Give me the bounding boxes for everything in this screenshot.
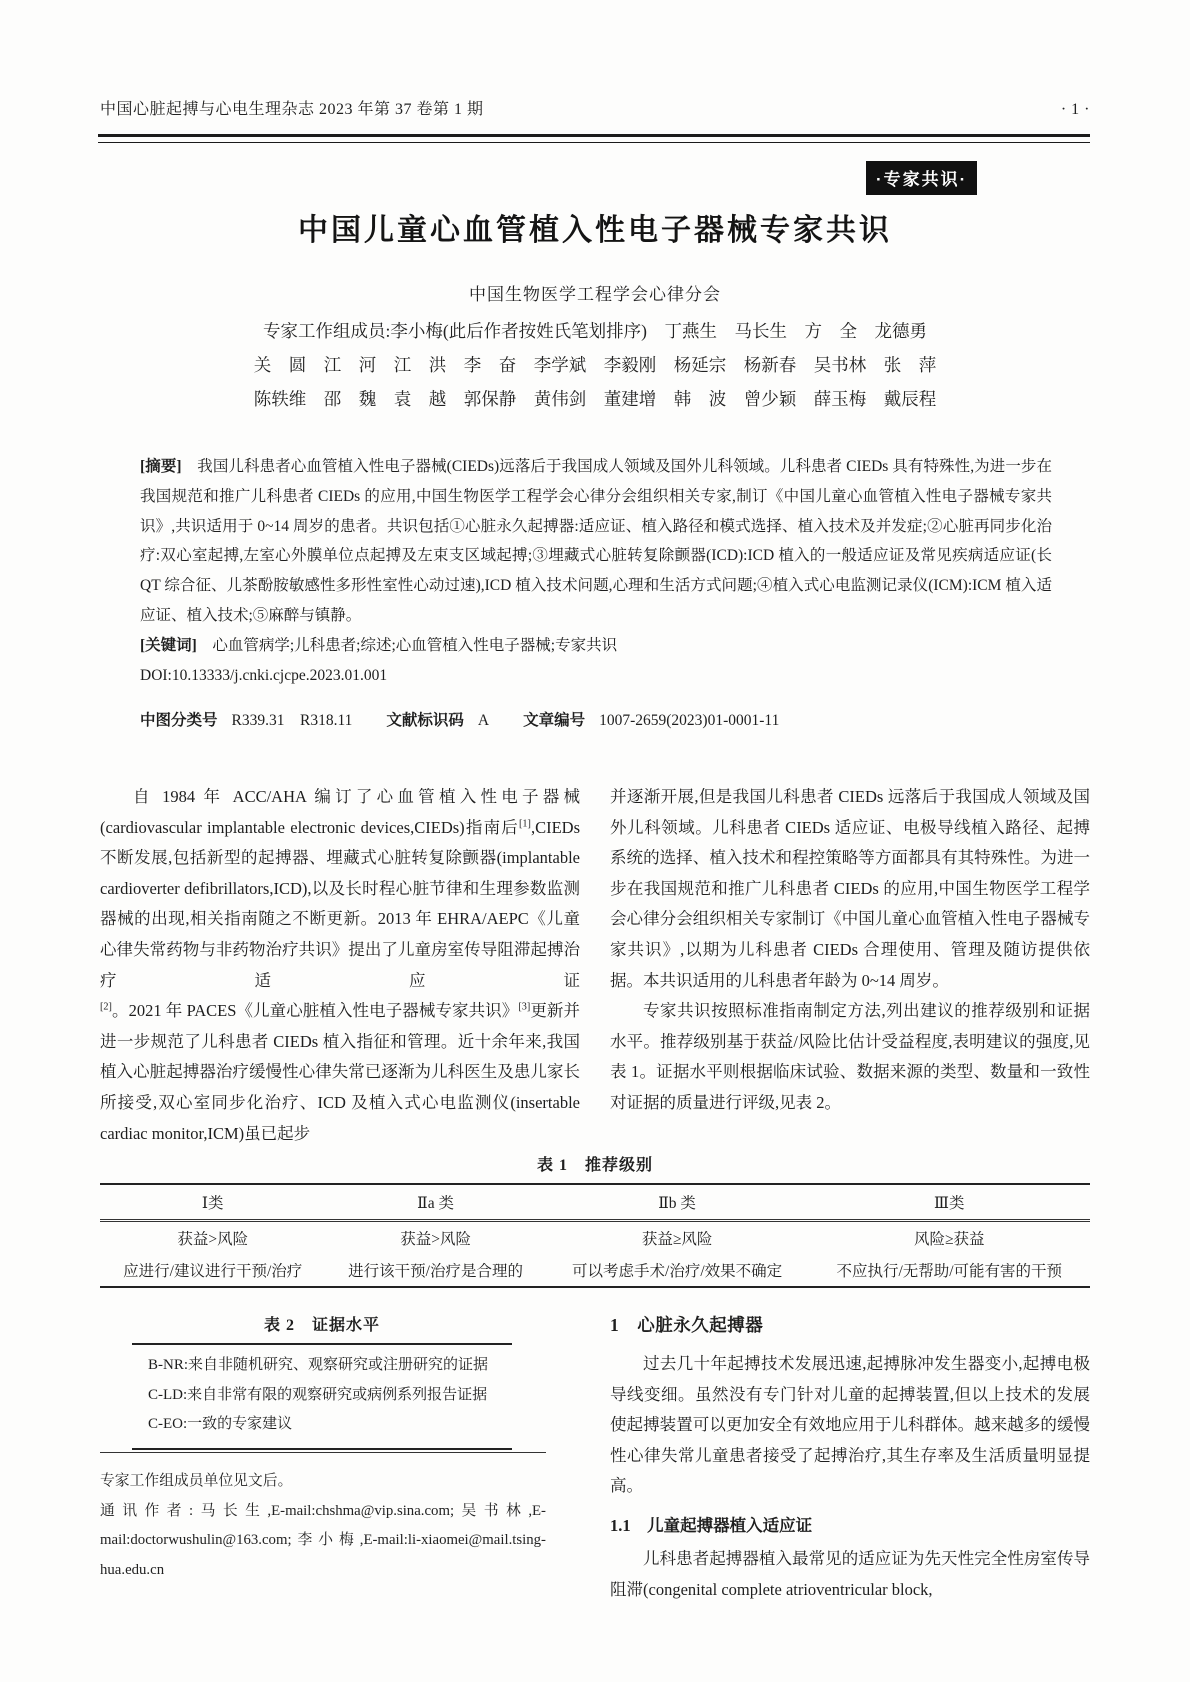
evidence-level-table bbox=[132, 1312, 512, 1450]
author-line-2: 关 圆 江 河 江 洪 李 奋 李学斌 李毅刚 杨延宗 杨新春 吴书林 张 萍 bbox=[253, 355, 937, 375]
footnote-affiliation: 专家工作组成员单位见文后。 bbox=[100, 1473, 293, 1489]
doi-line: DOI:10.13333/j.cnki.cjcpe.2023.01.001 bbox=[140, 666, 388, 684]
section1-1-heading: 1.1 儿童起搏器植入适应证 bbox=[610, 1515, 813, 1535]
journal-issue-line: 中国心脏起搏与心电生理杂志 2023 年第 37 卷第 1 期 bbox=[100, 101, 484, 118]
clc-value: R339.31 R318.11 bbox=[231, 712, 353, 730]
section1-1-paragraph: 儿科患者起搏器植入最常见的适应证为先天性完全性房室传导阻滞(congenital complete atrioventricular block, bbox=[610, 1548, 1090, 1599]
doc-code-label: 文献标识码 bbox=[386, 712, 464, 730]
header-rule bbox=[98, 134, 1090, 143]
clc-label: 中图分类号 bbox=[140, 712, 218, 730]
table1-header-class-2a: Ⅱa 类 bbox=[325, 1184, 545, 1221]
footnote-rule bbox=[100, 1452, 546, 1453]
table2-row-ceo: C-EO:一致的专家建议 bbox=[148, 1416, 293, 1432]
society-name: 中国生物医学工程学会心律分会 bbox=[469, 285, 721, 304]
doc-code-value: A bbox=[477, 712, 490, 730]
body-column-left bbox=[100, 782, 580, 1149]
table1-cell: 获益>风险 bbox=[400, 1231, 471, 1248]
table1-header-class-2b: Ⅱb 类 bbox=[546, 1184, 809, 1221]
abstract-block bbox=[140, 452, 1052, 736]
section1-paragraph: 过去几十年起搏技术发展迅速,起搏脉冲发生器变小,起搏电极导线变细。虽然没有专门针对儿童的起搏装置,但以上技术的发展使起搏装置可以更加安全有效地应用于儿科群体。越来越多的缓慢性心律失常儿童患者接受了起搏治疗,其生存率及生活质量明显提高。 bbox=[610, 1354, 1090, 1496]
author-line-3: 陈轶维 邵 魏 袁 越 郭保静 黄伟剑 董建增 韩 波 曾少颖 薛玉梅 戴辰程 bbox=[253, 389, 937, 409]
table-row bbox=[100, 1254, 1090, 1287]
footnote-block bbox=[100, 1452, 546, 1585]
footnote-correspondence: 通讯作者:马长生,E-mail:chshma@vip.sina.com;吴书林,E-mail:doctorwushulin@163.com;李小梅,E-mail:li-xiaomei@mail.tsing-hua.edu.cn bbox=[100, 1502, 546, 1578]
table1-cell: 应进行/建议进行干预/治疗 bbox=[123, 1263, 303, 1280]
table1-cell: 获益≥风险 bbox=[641, 1231, 713, 1248]
keywords-line bbox=[140, 631, 1052, 661]
table1-header-row bbox=[100, 1184, 1090, 1221]
table1-cell: 可以考虑手术/治疗/效果不确定 bbox=[572, 1263, 783, 1280]
table1-title: 表 1 推荐级别 bbox=[536, 1157, 653, 1174]
author-line-1: 专家工作组成员:李小梅(此后作者按姓氏笔划排序) 丁燕生 马长生 方 全 龙德勇 bbox=[262, 321, 927, 341]
table2-row-cld: C-LD:来自非常有限的观察研究或病例系列报告证据 bbox=[148, 1386, 488, 1403]
keywords-text: 心血管病学;儿科患者;综述;心血管植入性电子器械;专家共识 bbox=[212, 636, 618, 654]
table1-cell: 进行该干预/治疗是合理的 bbox=[348, 1263, 523, 1280]
author-list bbox=[100, 314, 1090, 416]
table1-header-class-1: Ⅰ类 bbox=[100, 1184, 325, 1221]
body-column-right bbox=[610, 782, 1090, 1119]
table1 bbox=[100, 1183, 1090, 1288]
classification-line bbox=[140, 706, 1052, 736]
intro-paragraph-left: 自 1984 年 ACC/AHA 编订了心血管植入性电子器械(cardiovascular implantable electronic devices,CIEDs)指南后[1],CIEDs 不断发展,包括新型的起搏器、埋藏式心脏转复除颤器(implantable cardioverter defibrillators,ICD),以及长时程心脏节律和生理参数监测器械的出现,相关指南随之不断更新。2013 年 EHRA/AEPC《儿童心律失常药物与非药物治疗共识》提出了儿童房室传导阻滞起搏治疗适应证[2]。2021 年 PACES《儿童心脏植入性电子器械专家共识》[3]更新并进一步规范了儿科患者 CIEDs 植入指征和管理。近十余年来,我国植入心脏起搏器治疗缓慢性心律失常已逐渐为儿科医生及患儿家长所接受,双心室同步化治疗、ICD 及植入式心电监测仪(insertable cardiac monitor,ICM)虽已起步 bbox=[100, 787, 581, 1143]
abstract-paragraph bbox=[140, 452, 1052, 631]
page-number: · 1 · bbox=[1060, 101, 1090, 118]
article-type-badge: ·专家共识· bbox=[866, 161, 977, 195]
recommendation-table bbox=[100, 1152, 1090, 1288]
article-title: 中国儿童心血管植入性电子器械专家共识 bbox=[298, 214, 892, 247]
page-header bbox=[100, 96, 1090, 119]
keywords-label: [关键词] bbox=[140, 636, 197, 654]
article-id-value: 1007-2659(2023)01-0001-11 bbox=[599, 712, 780, 730]
table1-cell: 不应执行/无帮助/可能有害的干预 bbox=[836, 1263, 1063, 1280]
abstract-text: 我国儿科患者心血管植入性电子器械(CIEDs)远落后于我国成人领域及国外儿科领域。儿科患者 CIEDs 具有特殊性,为进一步在我国规范和推广儿科患者 CIEDs 的应用,中国生物医学工程学会心律分会组织相关专家,制订《中国儿童心血管植入性电子器械专家共识》,共识适用于 0~14 周岁的患者。共识包括①心脏永久起搏器:适应证、植入路径和模式选择、植入技术及并发症;②心脏再同步化治疗:双心室起搏,左室心外膜单位点起搏及左束支区域起搏;③埋藏式心脏转复除颤器(ICD):ICD 植入的一般适应证及常见疾病适应证(长 QT 综合征、儿茶酚胺敏感性多形性室性心动过速),ICD 植入技术问题,心理和生活方式问题;④植入式心电监测记录仪(ICM):ICM 植入适应证、植入技术;⑤麻醉与镇静。 bbox=[140, 458, 1053, 624]
table1-header-class-3: Ⅲ类 bbox=[809, 1184, 1091, 1221]
section1-heading: 1 心脏永久起搏器 bbox=[610, 1315, 764, 1335]
table1-cell: 风险≥获益 bbox=[913, 1231, 985, 1248]
article-id-label: 文章编号 bbox=[523, 712, 586, 730]
table2-title: 表 2 证据水平 bbox=[263, 1317, 380, 1334]
table2-body bbox=[132, 1343, 512, 1450]
section-pacemaker bbox=[610, 1312, 1090, 1605]
table1-cell: 获益>风险 bbox=[177, 1231, 249, 1248]
methods-paragraph: 专家共识按照标准指南制定方法,列出建议的推荐级别和证据水平。推荐级别基于获益/风险比估计受益程度,表明建议的强度,见表 1。证据水平则根据临床试验、数据来源的类型、数量和一致性对证据的质量进行评级,见表 2。 bbox=[610, 1001, 1090, 1112]
abstract-label: [摘要] bbox=[140, 458, 182, 475]
table-row bbox=[100, 1221, 1090, 1255]
table2-row-bnr: B-NR:来自非随机研究、观察研究或注册研究的证据 bbox=[148, 1357, 489, 1373]
intro-paragraph-continuation: 并逐渐开展,但是我国儿科患者 CIEDs 远落后于我国成人领域及国外儿科领域。儿科患者 CIEDs 适应证、电极导线植入路径、起搏系统的选择、植入技术和程控策略等方面都具有其特殊性。为进一步在我国规范和推广儿科患者 CIEDs 的应用,中国生物医学工程学会心律分会组织相关专家制订《中国儿童心血管植入性电子器械专家共识》,以期为儿科患者 CIEDs 合理使用、管理及随访提供依据。本共识适用的儿科患者年龄为 0~14 周岁。 bbox=[610, 787, 1090, 990]
